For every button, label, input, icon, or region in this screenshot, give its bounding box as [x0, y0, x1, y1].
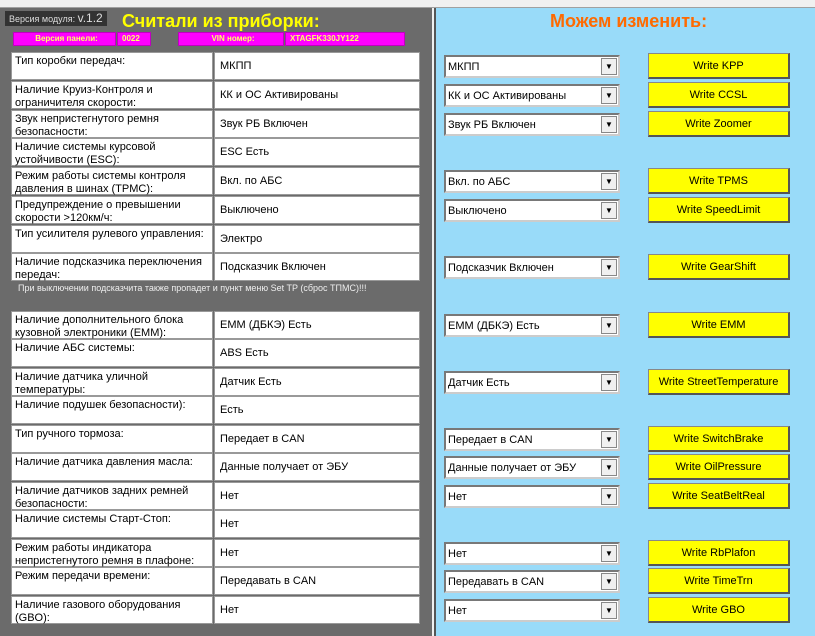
row-select[interactable] [444, 456, 620, 479]
module-version-value: v.1.2 [77, 11, 103, 25]
write-button[interactable]: Write EMM [648, 312, 790, 338]
row-value: Электро [214, 225, 420, 253]
row-label: Наличие дополнительного блока кузовной электроники (EMM): [11, 311, 213, 339]
row-select-value: ЕММ (ДБКЭ) Есть [448, 319, 540, 332]
row-select-value: Звук РБ Включен [448, 118, 536, 131]
row-select-value: Передает в CAN [448, 433, 533, 446]
write-button[interactable]: Write CCSL [648, 82, 790, 108]
chevron-down-icon[interactable]: ▼ [601, 202, 617, 219]
write-button[interactable]: Write OilPressure [648, 454, 790, 480]
write-button[interactable]: Write SpeedLimit [648, 197, 790, 223]
row-select-value: Данные получает от ЭБУ [448, 461, 577, 474]
row-value: КК и ОС Активированы [214, 81, 420, 109]
chevron-down-icon[interactable]: ▼ [601, 488, 617, 505]
chevron-down-icon[interactable]: ▼ [601, 116, 617, 133]
row-label: Наличие системы курсовой устойчивости (ESC): [11, 138, 213, 166]
row-label: Тип ручного тормоза: [11, 425, 213, 453]
write-button[interactable]: Write GBO [648, 597, 790, 623]
row-select[interactable] [444, 570, 620, 593]
row-label: Предупреждение о превышении скорости >120км/ч: [11, 196, 213, 224]
row-select-value: Датчик Есть [448, 376, 510, 389]
row-value: Нет [214, 510, 420, 538]
row-select[interactable] [444, 84, 620, 107]
chevron-down-icon[interactable]: ▼ [601, 173, 617, 190]
row-label: Наличие газового оборудования (GBO): [11, 596, 213, 624]
row-value: Выключено [214, 196, 420, 224]
chevron-down-icon[interactable]: ▼ [601, 573, 617, 590]
module-version [5, 11, 107, 26]
chevron-down-icon[interactable]: ▼ [601, 374, 617, 391]
row-select-value: Выключено [448, 204, 507, 217]
panel-version-value: 0022 [117, 32, 151, 46]
row-label: Режим работы индикатора непристегнутого ремня в плафоне: [11, 539, 213, 567]
row-label: Режим работы системы контроля давления в шинах (TPMC): [11, 167, 213, 195]
row-select-value: Подсказчик Включен [448, 261, 554, 274]
row-value: Есть [214, 396, 420, 424]
row-select[interactable] [444, 371, 620, 394]
row-value: Нет [214, 482, 420, 510]
write-button[interactable]: Write StreetTemperature [648, 369, 790, 395]
window-top-bar [0, 0, 815, 8]
read-title: Считали из приборки: [122, 11, 320, 31]
row-label: Наличие датчика давления масла: [11, 453, 213, 481]
row-value: МКПП [214, 52, 420, 80]
write-button[interactable]: Write KPP [648, 53, 790, 79]
row-value: Передает в CAN [214, 425, 420, 453]
row-value: Подсказчик Включен [214, 253, 420, 281]
chevron-down-icon[interactable]: ▼ [601, 545, 617, 562]
write-button[interactable]: Write RbPlafon [648, 540, 790, 566]
chevron-down-icon[interactable]: ▼ [601, 431, 617, 448]
row-select[interactable] [444, 170, 620, 193]
write-title: Можем изменить: [550, 11, 708, 31]
row-value: Звук РБ Включен [214, 110, 420, 138]
row-select-value: МКПП [448, 60, 480, 73]
row-select[interactable] [444, 428, 620, 451]
row-label: Наличие датчиков задних ремней безопасности: [11, 482, 213, 510]
chevron-down-icon[interactable]: ▼ [601, 459, 617, 476]
row-value: Данные получает от ЭБУ [214, 453, 420, 481]
write-button[interactable]: Write Zoomer [648, 111, 790, 137]
row-label: Наличие системы Старт-Стоп: [11, 510, 213, 538]
row-value: Нет [214, 539, 420, 567]
row-select[interactable] [444, 314, 620, 337]
row-label: Наличие датчика уличной температуры: [11, 368, 213, 396]
row-value: Передавать в CAN [214, 567, 420, 595]
row-select-value: Нет [448, 490, 467, 503]
row-value: ЕММ (ДБКЭ) Есть [214, 311, 420, 339]
row-select-value: Передавать в CAN [448, 575, 545, 588]
row-select[interactable] [444, 113, 620, 136]
chevron-down-icon[interactable]: ▼ [601, 602, 617, 619]
row-select[interactable] [444, 199, 620, 222]
write-button[interactable]: Write TPMS [648, 168, 790, 194]
row-value: Нет [214, 596, 420, 624]
chevron-down-icon[interactable]: ▼ [601, 58, 617, 75]
row-value: ESC Есть [214, 138, 420, 166]
gearshift-note: При выключении подсказчита также пропадет и пункт меню Set TP (сброс ТПМС)!!! [18, 283, 367, 293]
row-select[interactable] [444, 55, 620, 78]
row-label: Звук непристегнутого ремня безопасности: [11, 110, 213, 138]
vin-value: XTAGFK330JY122 [285, 32, 405, 46]
vin-label: VIN номер: [178, 32, 284, 46]
chevron-down-icon[interactable]: ▼ [601, 87, 617, 104]
row-select[interactable] [444, 599, 620, 622]
row-value: ABS Есть [214, 339, 420, 367]
chevron-down-icon[interactable]: ▼ [601, 259, 617, 276]
row-value: Вкл. по АБС [214, 167, 420, 195]
row-label: Тип усилителя рулевого управления: [11, 225, 213, 253]
row-label: Наличие подсказчика переключения передач: [11, 253, 213, 281]
chevron-down-icon[interactable]: ▼ [601, 317, 617, 334]
row-label: Тип коробки передач: [11, 52, 213, 80]
row-select[interactable] [444, 542, 620, 565]
row-select-value: Нет [448, 547, 467, 560]
panel-version-label: Версия панели: [13, 32, 116, 46]
module-version-label: Версия модуля: [9, 14, 76, 24]
write-button[interactable]: Write SwitchBrake [648, 426, 790, 452]
row-label: Наличие АБС системы: [11, 339, 213, 367]
row-select-value: КК и ОС Активированы [448, 89, 567, 102]
row-label: Наличие Круиз-Контроля и ограничителя скорости: [11, 81, 213, 109]
row-select[interactable] [444, 485, 620, 508]
row-select[interactable] [444, 256, 620, 279]
row-select-value: Вкл. по АБС [448, 175, 511, 188]
write-button[interactable]: Write SeatBeltReal [648, 483, 790, 509]
row-select-value: Нет [448, 604, 467, 617]
write-button[interactable]: Write TimeTrn [648, 568, 790, 594]
write-button[interactable]: Write GearShift [648, 254, 790, 280]
row-label: Режим передачи времени: [11, 567, 213, 595]
row-label: Наличие подушек безопасности): [11, 396, 213, 424]
row-value: Датчик Есть [214, 368, 420, 396]
